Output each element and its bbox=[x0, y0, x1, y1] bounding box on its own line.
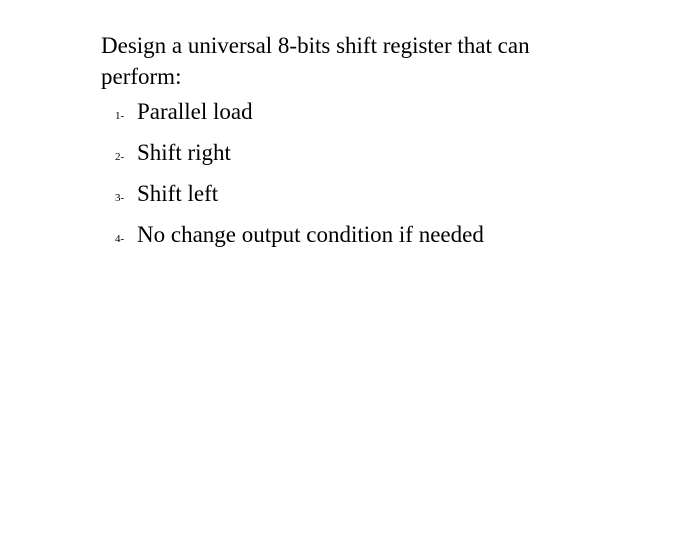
task-item bbox=[115, 137, 571, 178]
task-number: 3- bbox=[115, 192, 125, 204]
task-label: No change output condition if needed bbox=[137, 222, 484, 247]
document-content bbox=[101, 30, 571, 260]
task-label: Shift left bbox=[137, 181, 219, 206]
question-text: Design a universal 8-bits shift register that can perform: bbox=[101, 33, 530, 89]
task-number: 1- bbox=[115, 110, 125, 122]
task-number: 4- bbox=[115, 233, 125, 245]
task-label: Shift right bbox=[137, 140, 231, 165]
task-item bbox=[115, 96, 571, 137]
task-label: Parallel load bbox=[137, 99, 253, 124]
task-number: 2- bbox=[115, 151, 125, 163]
task-item bbox=[115, 219, 571, 260]
task-item bbox=[115, 178, 571, 219]
task-list bbox=[101, 96, 571, 260]
